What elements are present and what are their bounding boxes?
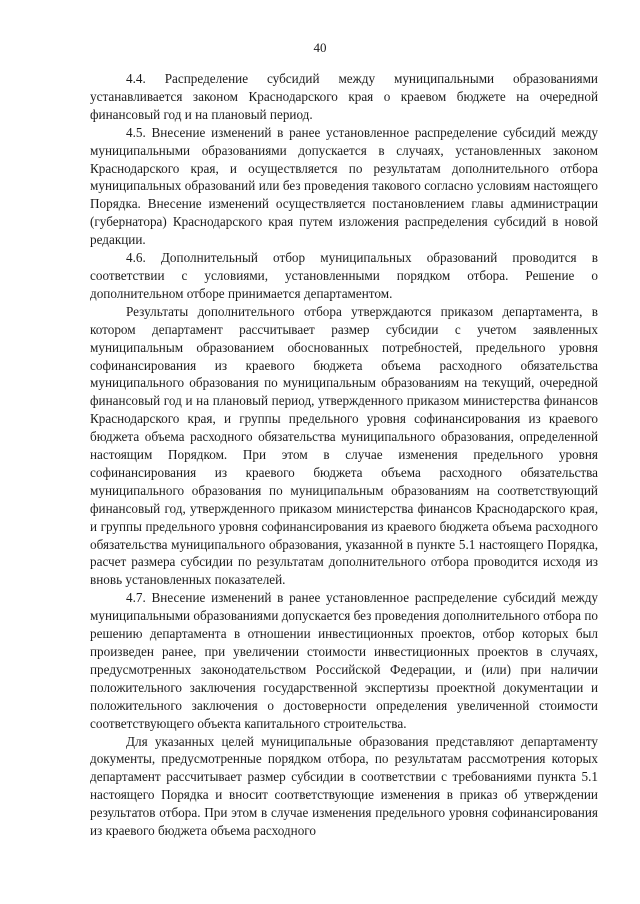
paragraph-4-4: 4.4. Распределение субсидий между муниципальными образованиями устанавливается законом Краснодарского края о краевом бюджете на очередной финансовый год и на плановый период. — [90, 71, 598, 122]
paragraph-additional-selection-results: Результаты дополнительного отбора утверждаются приказом департамента, в котором департамент рассчитывает размер субсидии с учетом заявленных муниципальным образованием обоснованных потребностей, предельного уровня софинансирования из краевого бюджета объема расходного обязательства муниципального образования по муниципальным образованиям на текущий, очередной финансовый год и на плановый период, утвержденного приказом министерства финансов Краснодарского края, и группы предельного уровня софинансирования из краевого бюджета объема расходного обязательства муниципального образования, определенной настоящим Порядком. При этом в случае изменения предельного уровня софинансирования из краевого бюджета объема расходного обязательства муниципального образования по муниципальным образованиям на соответствующий финансовый год, утвержденного приказом министерства финансов Краснодарского края, и группы предельного уровня софинансирования из краевого бюджета объема расходного обязательства муниципального образования, указанной в пункте 5.1 настоящего Порядка, расчет размера субсидии по результатам дополнительного отбора проводится исходя из вновь установленных показателей. — [90, 303, 598, 588]
page-number: 40 — [313, 40, 327, 55]
paragraph-documents-submission: Для указанных целей муниципальные образования представляют департаменту документы, предусмотренные порядком отбора, по результатам рассмотрения которых департамент рассчитывает размер субсидии в соответствии с требованиями пункта 5.1 настоящего Порядка и вносит соответствующие изменения в приказ об утверждении результатов отбора. При этом в случае изменения предельного уровня софинансирования из краевого бюджета объема расходного — [90, 733, 598, 839]
paragraph-4-6: 4.6. Дополнительный отбор муниципальных образований проводится в соответствии с условиями, установленными порядком отбора. Решение о дополнительном отборе принимается департаментом. — [90, 250, 598, 301]
paragraph-4-7: 4.7. Внесение изменений в ранее установленное распределение субсидий между муниципальными образованиями допускается без проведения дополнительного отбора по решению департамента в отношении инвестиционных проектов, отбор которых был произведен ранее, при увеличении стоимости инвестиционных проектов в случаях, предусмотренных законодательством Российской Федерации, и (или) при наличии положительного заключения государственной экспертизы проектной документации и положительного заключения о достоверности определения увеличенной стоимости соответствующего объекта капитального строительства. — [90, 590, 598, 731]
document-body — [90, 70, 598, 840]
paragraph-4-5: 4.5. Внесение изменений в ранее установленное распределение субсидий между муниципальными образованиями допускается в случаях, установленных законом Краснодарского края, и осуществляется по результатам дополнительного отбора муниципальных образований или без проведения такового согласно условиям настоящего Порядка. Внесение изменений осуществляется постановлением главы администрации (губернатора) Краснодарского края путем изложения распределения субсидий в новой редакции. — [90, 124, 598, 248]
